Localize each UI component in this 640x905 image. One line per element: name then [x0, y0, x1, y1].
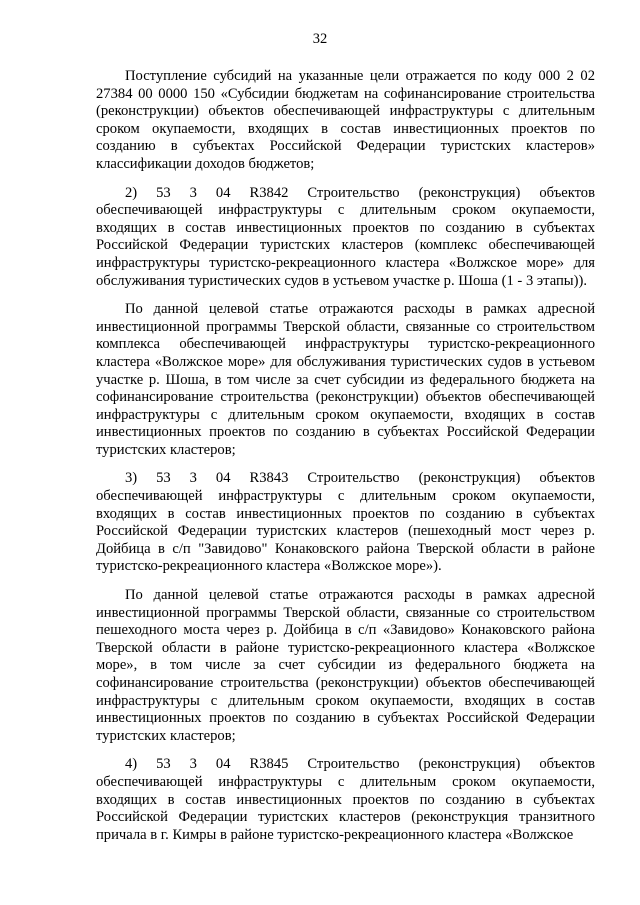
paragraph-item-3: 3) 53 3 04 R3843 Строительство (реконструкция) объектов обеспечивающей инфраструктуры с длительным сроком окупаемости, входящих в состав инвестиционных проектов по созданию в субъектах Российской Федерации туристских кластеров (пешеходный мост через р. Дойбица в с/п "Завидово" Конаковского района Тверской области в районе туристско-рекреационного кластера «Волжское море»). — [96, 470, 595, 575]
page-number: 32 — [312, 31, 328, 47]
document-body — [96, 68, 595, 855]
paragraph-item-3-description: По данной целевой статье отражаются расходы в рамках адресной инвестиционной программы Тверской области, связанные со строительством пешеходного моста через р. Дойбица в с/п «Завидово» Конаковского района Тверской области в районе туристско-рекреационного кластера «Волжское море», в том числе за счет субсидии из федерального бюджета на софинансирование строительства (реконструкции) объектов обеспечивающей инфраструктуры с длительным сроком окупаемости, входящих в состав инвестиционных проектов по созданию в субъектах Российской Федерации туристских кластеров; — [96, 587, 595, 744]
paragraph-item-4: 4) 53 3 04 R3845 Строительство (реконструкция) объектов обеспечивающей инфраструктуры с длительным сроком окупаемости, входящих в состав инвестиционных проектов по созданию в субъектах Российской Федерации туристских кластеров (реконструкция транзитного причала в г. Кимры в районе туристско-рекреационного кластера «Волжское — [96, 756, 595, 843]
paragraph-item-2-description: По данной целевой статье отражаются расходы в рамках адресной инвестиционной программы Тверской области, связанные со строительством комплекса обеспечивающей инфраструктуры туристско-рекреационного кластера «Волжское море» для обслуживания туристических судов в устьевом участке р. Шоша, в том числе за счет субсидии из федерального бюджета на софинансирование строительства (реконструкции) объектов обеспечивающей инфраструктуры с длительным сроком окупаемости, входящих в состав инвестиционных проектов по созданию в субъектах Российской Федерации туристских кластеров; — [96, 301, 595, 458]
paragraph-revenue-code: Поступление субсидий на указанные цели отражается по коду 000 2 02 27384 00 0000 150 «Субсидии бюджетам на софинансирование строительства (реконструкции) объектов обеспечивающей инфраструктуры с длительным сроком окупаемости, входящих в состав инвестиционных проектов по созданию в субъектах Российской Федерации туристских кластеров» классификации доходов бюджетов; — [96, 68, 595, 172]
paragraph-item-2: 2) 53 3 04 R3842 Строительство (реконструкция) объектов обеспечивающей инфраструктуры с длительным сроком окупаемости, входящих в состав инвестиционных проектов по созданию в субъектах Российской Федерации туристских кластеров (комплекс обеспечивающей инфраструктуры туристско-рекреационного кластера «Волжское море» для обслуживания туристических судов в устьевом участке р. Шоша (1 - 3 этапы)). — [96, 184, 595, 289]
